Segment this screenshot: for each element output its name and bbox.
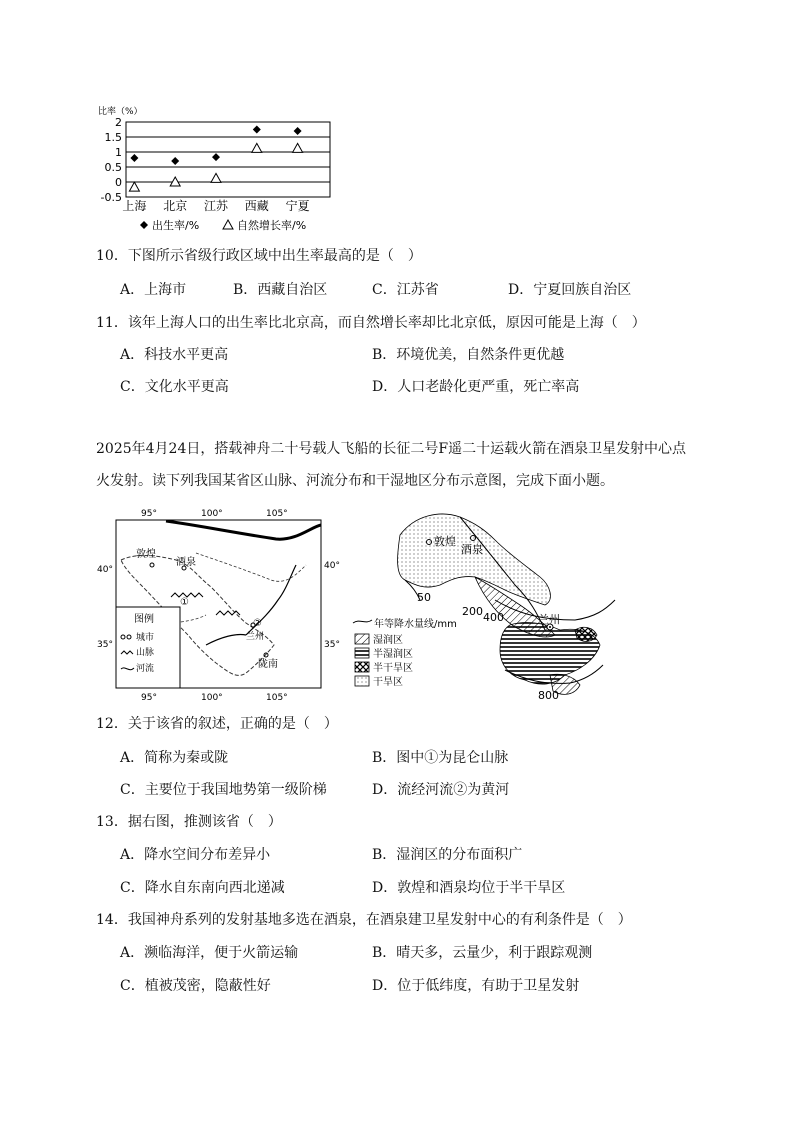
lon-top-95: 95° xyxy=(141,509,157,519)
y-tick-label: 1.5 xyxy=(104,131,122,144)
growth-rate-point xyxy=(293,143,303,152)
q12-option-c[interactable]: C．主要位于我国地势第一级阶梯 xyxy=(120,782,327,798)
birth-rate-point xyxy=(212,153,220,161)
q12-option-b[interactable]: B．图中①为昆仑山脉 xyxy=(372,750,509,766)
birth-rate-point xyxy=(294,127,302,135)
y-tick-label: 0 xyxy=(115,176,122,189)
left-map xyxy=(96,505,340,705)
q13-option-d[interactable]: D．敦煌和酒泉均位于半干旱区 xyxy=(372,880,566,896)
isohyet-400: 400 xyxy=(483,611,504,624)
marker-1: ① xyxy=(180,597,189,608)
zone-arid: 干旱区 xyxy=(373,677,403,688)
isohyet-200: 200 xyxy=(462,605,483,618)
passage-line-2: 火发射。读下列我国某省区山脉、河流分布和干湿地区分布示意图，完成下面小题。 xyxy=(96,473,614,489)
right-map xyxy=(345,505,620,705)
chart-ylabel: 比率（%） xyxy=(98,107,143,117)
q13-stem: 13．据右图，推测该省（ ） xyxy=(96,814,282,830)
zone-semi-arid: 半干旱区 xyxy=(373,663,413,674)
zone-humid: 湿润区 xyxy=(373,635,403,646)
q10-option-a[interactable]: A．上海市 xyxy=(120,282,187,298)
lon-bottom-105: 105° xyxy=(266,693,288,703)
legend-mountain: 山脉 xyxy=(136,648,155,658)
birth-rate-chart xyxy=(90,100,350,240)
left-map-svg xyxy=(96,505,340,705)
q14-option-b[interactable]: B．晴天多，云量少，利于跟踪观测 xyxy=(372,945,593,961)
q10-option-d[interactable]: D．宁夏回族自治区 xyxy=(508,282,632,298)
y-tick-label: 1 xyxy=(115,146,122,159)
legend-river: 河流 xyxy=(136,664,155,674)
lon-top-105: 105° xyxy=(266,509,288,519)
isohyet-800: 800 xyxy=(538,689,559,702)
chart-svg xyxy=(90,100,350,240)
q13-option-c[interactable]: C．降水自东南向西北递减 xyxy=(120,880,285,896)
right-map-svg xyxy=(345,505,620,705)
legend-title: 图例 xyxy=(134,614,154,625)
lon-bottom-95: 95° xyxy=(141,693,157,703)
isohyet-legend: 年等降水量线/mm xyxy=(374,619,457,630)
zone-semi-humid: 半湿润区 xyxy=(373,649,413,660)
q11-option-d[interactable]: D．人口老龄化更严重，死亡率高 xyxy=(372,379,580,395)
city-longnan: 陇南 xyxy=(258,659,278,670)
city-lanzhou: 兰州 xyxy=(246,632,265,642)
legend-triangle-icon xyxy=(223,220,233,229)
q10-option-c[interactable]: C．江苏省 xyxy=(372,282,439,298)
city-dunhuang: 敦煌 xyxy=(136,549,156,560)
birth-rate-point xyxy=(253,126,261,134)
q14-option-c[interactable]: C．植被茂密，隐蔽性好 xyxy=(120,978,271,994)
y-tick-label: 0.5 xyxy=(104,161,122,174)
lon-bottom-100: 100° xyxy=(201,693,223,703)
lon-top-100: 100° xyxy=(201,509,223,519)
q10-option-b[interactable]: B．西藏自治区 xyxy=(233,282,328,298)
q12-option-a[interactable]: A．简称为秦或陇 xyxy=(120,750,229,766)
lat-40: 40° xyxy=(97,565,113,575)
right-city-lanzhou: 兰州 xyxy=(538,613,560,626)
x-tick-label: 西藏 xyxy=(244,199,269,213)
right-city-jiuquan: 酒泉 xyxy=(461,543,483,556)
marker-2: ② xyxy=(253,618,262,629)
city-jiuquan: 酒泉 xyxy=(176,557,196,568)
y-tick-label: -0.5 xyxy=(100,191,122,204)
growth-rate-point xyxy=(252,143,262,152)
q14-option-a[interactable]: A．濒临海洋，便于火箭运输 xyxy=(120,945,299,961)
q11-stem: 11．该年上海人口的出生率比北京高，而自然增长率却比北京低，原因可能是上海（ ） xyxy=(96,315,646,331)
y-tick-label: 2 xyxy=(115,116,122,129)
growth-rate-point xyxy=(211,173,221,182)
q11-option-a[interactable]: A．科技水平更高 xyxy=(120,347,229,363)
q11-option-b[interactable]: B．环境优美，自然条件更优越 xyxy=(372,347,565,363)
chart-frame xyxy=(126,122,330,197)
q12-option-d[interactable]: D．流经河流②为黄河 xyxy=(372,782,510,798)
lat-35: 35° xyxy=(97,640,113,650)
q13-option-a[interactable]: A．降水空间分布差异小 xyxy=(120,847,271,863)
birth-rate-point xyxy=(130,154,138,162)
q12-stem: 12．关于该省的叙述，正确的是（ ） xyxy=(96,716,338,732)
legend-birth-rate: 出生率/% xyxy=(152,219,200,232)
lat-40-right: 40° xyxy=(324,561,340,571)
legend-diamond-icon xyxy=(140,221,148,229)
right-city-dunhuang: 敦煌 xyxy=(434,535,456,548)
q11-option-c[interactable]: C．文化水平更高 xyxy=(120,379,229,395)
legend-city: 城市 xyxy=(136,633,155,643)
x-tick-label: 江苏 xyxy=(203,199,229,213)
growth-rate-point xyxy=(129,182,139,191)
q14-option-d[interactable]: D．位于低纬度，有助于卫星发射 xyxy=(372,978,580,994)
legend-growth-rate: 自然增长率/% xyxy=(237,219,307,232)
x-tick-label: 上海 xyxy=(122,199,147,213)
x-tick-label: 北京 xyxy=(163,199,188,213)
passage-line-1: 2025年4月24日，搭载神舟二十号载人飞船的长征二号F遥二十运载火箭在酒泉卫星发射中心点 xyxy=(96,441,687,457)
birth-rate-point xyxy=(171,157,179,165)
lat-35-right: 35° xyxy=(324,640,340,650)
q14-stem: 14．我国神舟系列的发射基地多选在酒泉，在酒泉建卫星发射中心的有利条件是（ ） xyxy=(96,912,632,928)
q10-stem: 10．下图所示省级行政区域中出生率最高的是（ ） xyxy=(96,248,422,264)
x-tick-label: 宁夏 xyxy=(285,199,310,213)
isohyet-50: 50 xyxy=(417,591,431,604)
q13-option-b[interactable]: B．湿润区的分布面积广 xyxy=(372,847,523,863)
